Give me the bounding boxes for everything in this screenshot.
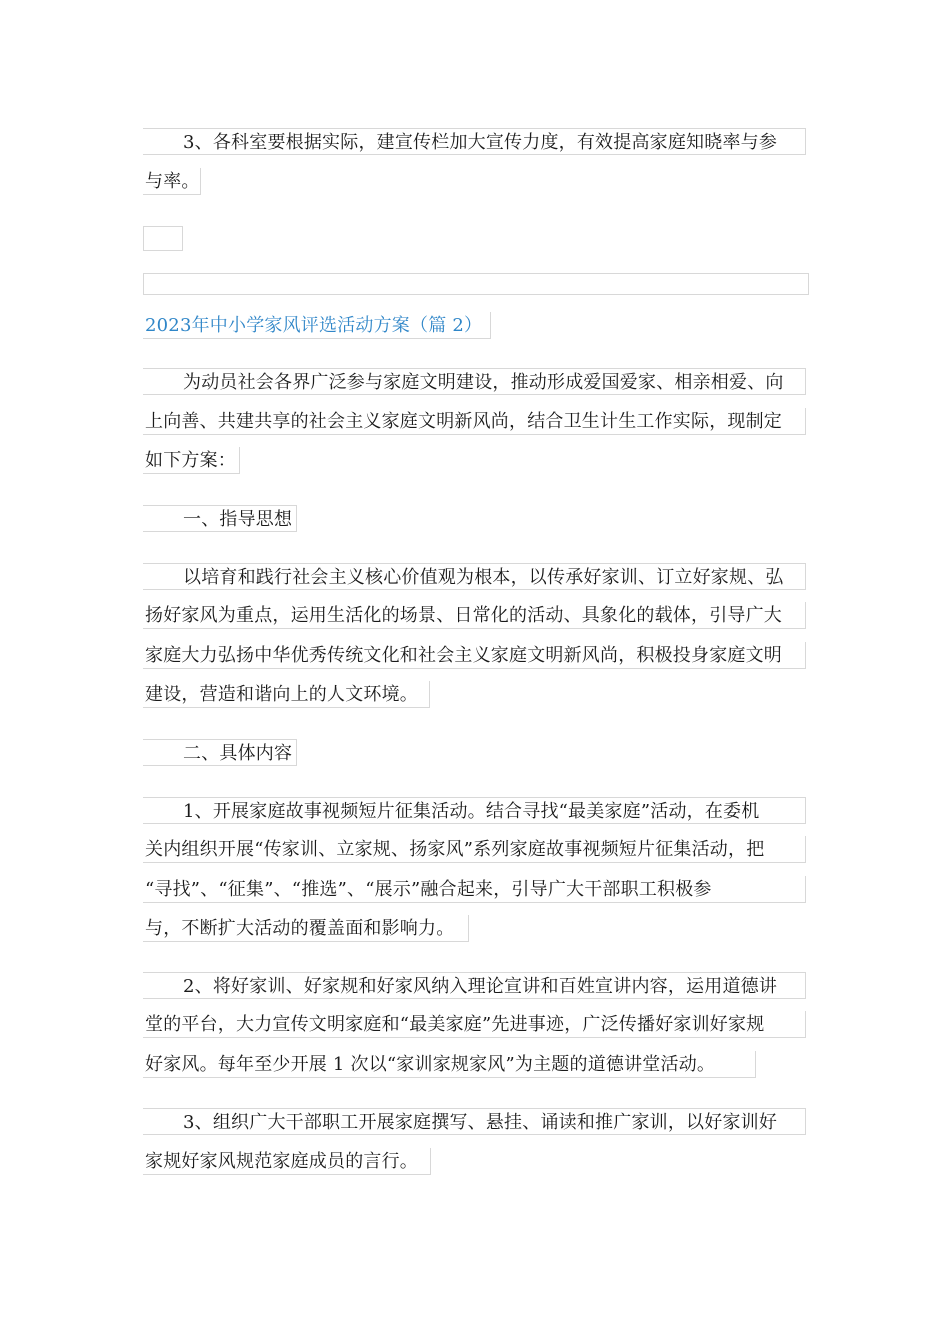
paragraph-line: 家规好家风规范家庭成员的言行。 [143, 1148, 431, 1175]
empty-text-box [143, 226, 183, 251]
paragraph-line: 3、各科室要根据实际，建宣传栏加大宣传力度，有效提高家庭知晓率与参 [143, 128, 806, 155]
paragraph-line: 如下方案： [143, 447, 240, 474]
paragraph-line: 与，不断扩大活动的覆盖面和影响力。 [143, 915, 469, 942]
paragraph-line: 建设，营造和谐向上的人文环境。 [143, 681, 430, 708]
paragraph-line: 3、组织广大干部职工开展家庭撰写、悬挂、诵读和推广家训，以好家训好 [143, 1108, 806, 1135]
paragraph-line: “寻找”、“征集”、“推选”、“展示”融合起来，引导广大干部职工积极参 [143, 876, 806, 903]
paragraph-line: 家庭大力弘扬中华优秀传统文化和社会主义家庭文明新风尚，积极投身家庭文明 [143, 642, 806, 669]
paragraph-line: 上向善、共建共享的社会主义家庭文明新风尚，结合卫生计生工作实际，现制定 [143, 408, 806, 435]
paragraph-line: 扬好家风为重点，运用生活化的场景、日常化的活动、具象化的载体，引导广大 [143, 602, 806, 629]
paragraph-line: 堂的平台，大力宣传文明家庭和“最美家庭”先进事迹，广泛传播好家训好家规 [143, 1011, 806, 1038]
paragraph-line: 与率。 [143, 168, 201, 195]
section-heading: 二、具体内容 [143, 739, 297, 766]
section-heading: 一、指导思想 [143, 505, 297, 532]
paragraph-line: 关内组织开展“传家训、立家规、扬家风”系列家庭故事视频短片征集活动，把 [143, 836, 806, 863]
paragraph-line: 2、将好家训、好家规和好家风纳入理论宣讲和百姓宣讲内容，运用道德讲 [143, 972, 806, 999]
article-title: 2023年中小学家风评选活动方案（篇 2） [143, 312, 491, 339]
paragraph-line: 好家风。每年至少开展 1 次以“家训家规家风”为主题的道德讲堂活动。 [143, 1051, 756, 1078]
paragraph-line: 以培育和践行社会主义核心价值观为根本，以传承好家训、订立好家规、弘 [143, 563, 806, 590]
divider-box [143, 273, 809, 295]
paragraph-line: 为动员社会各界广泛参与家庭文明建设，推动形成爱国爱家、相亲相爱、向 [143, 368, 806, 395]
paragraph-line: 1、开展家庭故事视频短片征集活动。结合寻找“最美家庭”活动，在委机 [143, 797, 806, 824]
